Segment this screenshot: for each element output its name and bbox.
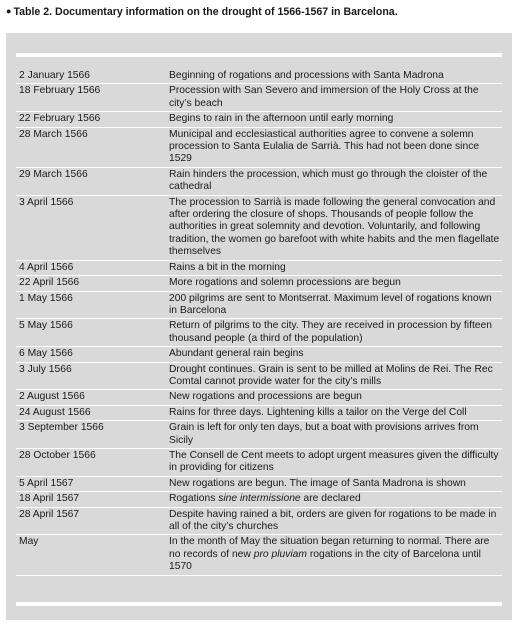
event-text: rogations in the city of Barcelona until 1570 <box>169 548 481 573</box>
event-cell <box>168 448 502 476</box>
date-cell: 28 March 1566 <box>16 127 168 167</box>
event-text: Beginning of rogations and processions with Santa Madrona <box>169 70 444 81</box>
date-cell: 29 March 1566 <box>16 167 168 195</box>
date-cell: 2 January 1566 <box>16 69 168 84</box>
table-row <box>16 535 502 575</box>
table-row <box>16 390 502 405</box>
table-row <box>16 362 502 390</box>
table-row <box>16 260 502 275</box>
table-row <box>16 195 502 260</box>
table-row <box>16 112 502 127</box>
event-cell <box>168 507 502 535</box>
date-cell: 3 September 1566 <box>16 421 168 449</box>
date-cell: 24 August 1566 <box>16 405 168 420</box>
table-caption <box>6 5 514 19</box>
event-text: Abundant general rain begins <box>169 348 304 360</box>
date-cell: 5 May 1566 <box>16 319 168 347</box>
date-cell: 5 April 1567 <box>16 476 168 491</box>
table-row <box>16 127 502 167</box>
event-cell <box>168 421 502 449</box>
event-cell <box>168 69 502 84</box>
event-cell <box>168 492 502 507</box>
event-text: In the month of May the situation began returning to normal. There are no records of new <box>169 536 490 560</box>
event-cell <box>168 112 502 127</box>
date-cell: 3 July 1566 <box>16 362 168 390</box>
event-text: Despite having rained a bit, orders are given for rogations to be made in all of the city’s churches <box>169 508 497 532</box>
table-row <box>16 476 502 491</box>
table-row <box>16 405 502 420</box>
event-cell <box>168 347 502 362</box>
date-cell: 22 April 1566 <box>16 276 168 291</box>
bottom-rule <box>16 602 502 606</box>
event-cell <box>168 319 502 347</box>
table-body <box>16 69 502 575</box>
event-text: Procession with San Severo and immersion of the Holy Cross at the city’s beach <box>169 85 479 109</box>
table-panel <box>6 33 512 620</box>
event-cell <box>168 405 502 420</box>
event-text: Rains for three days. Lightening kills a tailor on the Verge del Coll <box>169 406 467 418</box>
event-cell <box>168 535 502 575</box>
date-cell: 18 February 1566 <box>16 84 168 112</box>
event-text-italic: sine intermissione <box>218 493 301 505</box>
event-cell <box>168 291 502 319</box>
event-text: Grain is left for only ten days, but a boat with provisions arrives from Sicily <box>169 422 479 446</box>
date-cell: May <box>16 535 168 575</box>
table-row <box>16 319 502 347</box>
event-text: New rogations and processions are begun <box>169 391 362 403</box>
event-text: 200 pilgrims are sent to Montserrat. Maximum level of rogations known in Barcelona <box>169 292 492 316</box>
drought-table <box>16 69 502 576</box>
event-cell <box>168 167 502 195</box>
event-text: are declared <box>300 493 361 505</box>
event-text: Rains a bit in the morning <box>169 261 286 273</box>
event-text: New rogations are begun. The image of Santa Madrona is shown <box>169 477 466 489</box>
event-text: Begins to rain in the afternoon until early morning <box>169 113 394 125</box>
date-cell: 1 May 1566 <box>16 291 168 319</box>
event-text: Rogations <box>169 493 219 505</box>
table-row <box>16 507 502 535</box>
table-row <box>16 492 502 507</box>
event-cell <box>168 476 502 491</box>
date-cell: 6 May 1566 <box>16 347 168 362</box>
event-text: The Consell de Cent meets to adopt urgent measures given the difficulty in providing for citizens <box>169 449 499 474</box>
event-text: Return of pilgrims to the city. They are received in procession by fifteen thousand people (a third of the population) <box>169 320 492 344</box>
date-cell: 4 April 1566 <box>16 260 168 275</box>
event-cell <box>168 276 502 291</box>
top-rule <box>16 53 502 57</box>
event-cell <box>168 390 502 405</box>
table-row <box>16 69 502 84</box>
date-cell: 28 October 1566 <box>16 448 168 476</box>
date-cell: 18 April 1567 <box>16 492 168 507</box>
event-cell <box>168 127 502 167</box>
event-text: Municipal and ecclesiastical authorities agree to convene a solemn procession to Santa Eulalia de Sarrià. This had not been done since 1529 <box>169 128 480 165</box>
date-cell: 2 August 1566 <box>16 390 168 405</box>
table-row <box>16 291 502 319</box>
event-text: The procession to Sarrià is made following the general convocation and after ordering the closure of shops. Thousands of people follow the authorities in great solemnity and devotion. Voluntarily, and following tradition, the women go barefoot with white habits and the men flagellate themselves <box>169 196 500 258</box>
table-row <box>16 421 502 449</box>
date-cell: 3 April 1566 <box>16 195 168 260</box>
date-cell: 28 April 1567 <box>16 507 168 535</box>
event-text: Drought continues. Grain is sent to be milled at Molins de Rei. The Rec Comtal cannot provide water for the city’s mills <box>169 363 493 387</box>
bullet-icon: ● <box>6 6 12 16</box>
event-text-italic: pro pluviam <box>253 548 307 560</box>
event-cell <box>168 84 502 112</box>
event-cell <box>168 362 502 390</box>
caption-text: Table 2. Documentary information on the drought of 1566-1567 in Barcelona. <box>13 6 398 18</box>
table-row <box>16 167 502 195</box>
event-cell <box>168 195 502 260</box>
event-text: Rain hinders the procession, which must go through the cloister of the cathedral <box>169 168 488 193</box>
date-cell: 22 February 1566 <box>16 112 168 127</box>
table-row <box>16 347 502 362</box>
table-row <box>16 448 502 476</box>
event-cell <box>168 260 502 275</box>
event-text: More rogations and solemn processions are begun <box>169 277 401 289</box>
table-row <box>16 276 502 291</box>
table-row <box>16 84 502 112</box>
